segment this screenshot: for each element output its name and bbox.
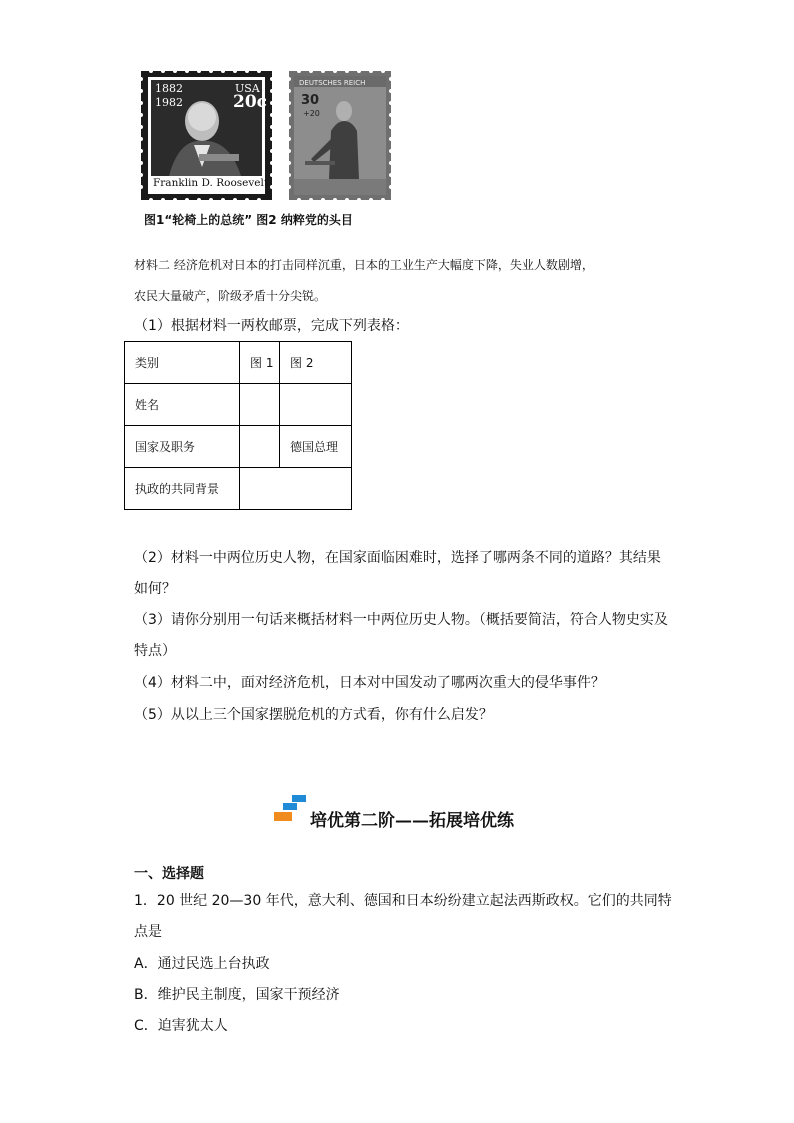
- mcq-option-a[interactable]: A．通过民选上台执政: [134, 956, 270, 972]
- table-cell-role-fig1[interactable]: [240, 426, 280, 468]
- mcq-stem-line1: 1．20 世纪 20—30 年代，意大利、德国和日本纷纷建立起法西斯政权。它们的共同特: [134, 893, 672, 909]
- question-1: （1）根据材料一两枚邮票，完成下列表格：: [134, 318, 409, 334]
- mcq-option-c[interactable]: C．迫害犹太人: [134, 1018, 228, 1034]
- question-3-line2: 特点）: [134, 643, 176, 659]
- stamp1-country: USA: [235, 82, 260, 95]
- stamp1-year-bottom: 1982: [155, 96, 183, 109]
- table-cell-name-fig2[interactable]: [280, 384, 352, 426]
- stamp1-value: 20c: [233, 92, 268, 112]
- table-cell-name-label: 姓名: [125, 384, 240, 426]
- question-2-line2: 如何？: [134, 581, 176, 597]
- table-row: [125, 426, 352, 468]
- section-title: 培优第二阶——拓展培优练: [310, 811, 514, 831]
- table-cell-fig2-header: 图 2: [280, 342, 352, 384]
- mcq-stem-line2: 点是: [134, 924, 162, 940]
- table-cell-category-header: 类别: [125, 342, 240, 384]
- section-heading-multiple-choice: 一、选择题: [134, 866, 204, 882]
- stamp1-name: Franklin D. Roosevelt: [153, 177, 269, 189]
- table-row: [125, 384, 352, 426]
- question-4: （4）材料二中，面对经济危机，日本对中国发动了哪两次重大的侵华事件？: [134, 675, 605, 691]
- stairs-icon-top: [292, 795, 306, 802]
- table-row: [125, 342, 352, 384]
- nazi-leader-stamp-image: [287, 69, 393, 202]
- table-row: [125, 468, 352, 510]
- stamp2-surcharge: +20: [303, 109, 320, 118]
- question-5: （5）从以上三个国家摆脱危机的方式看，你有什么启发？: [134, 707, 493, 723]
- stamp2-country: DEUTSCHES REICH: [299, 79, 366, 87]
- stairs-icon-bottom: [274, 812, 292, 821]
- question-2-line1: （2）材料一中两位历史人物，在国家面临困难时，选择了哪两条不同的道路？其结果: [134, 550, 661, 566]
- material2-line2: 农民大量破产，阶级矛盾十分尖锐。: [134, 289, 327, 303]
- roosevelt-stamp-image: [139, 69, 274, 202]
- table-cell-background-answer[interactable]: [240, 468, 352, 510]
- table-cell-name-fig1[interactable]: [240, 384, 280, 426]
- stairs-icon-middle: [283, 803, 297, 810]
- question-3-line1: （3）请你分别用一句话来概括材料一中两位历史人物。（概括要简洁，符合人物史实及: [134, 612, 668, 628]
- table-cell-role-fig2: 德国总理: [280, 426, 352, 468]
- mcq-option-b[interactable]: B．维护民主制度，国家干预经济: [134, 987, 340, 1003]
- figure-caption: 图1“轮椅上的总统” 图2 纳粹党的头目: [144, 213, 353, 227]
- stairs-icon: [274, 795, 308, 823]
- stamp1-year-top: 1882: [155, 82, 183, 95]
- table-cell-background-label: 执政的共同背景: [125, 468, 240, 510]
- material2-line1: 材料二 经济危机对日本的打击同样沉重，日本的工业生产大幅度下降，失业人数剧增，: [134, 258, 594, 272]
- stamp2-value: 30: [301, 93, 320, 108]
- table-cell-role-label: 国家及职务: [125, 426, 240, 468]
- answer-table: [124, 341, 352, 510]
- table-cell-fig1-header: 图 1: [240, 342, 280, 384]
